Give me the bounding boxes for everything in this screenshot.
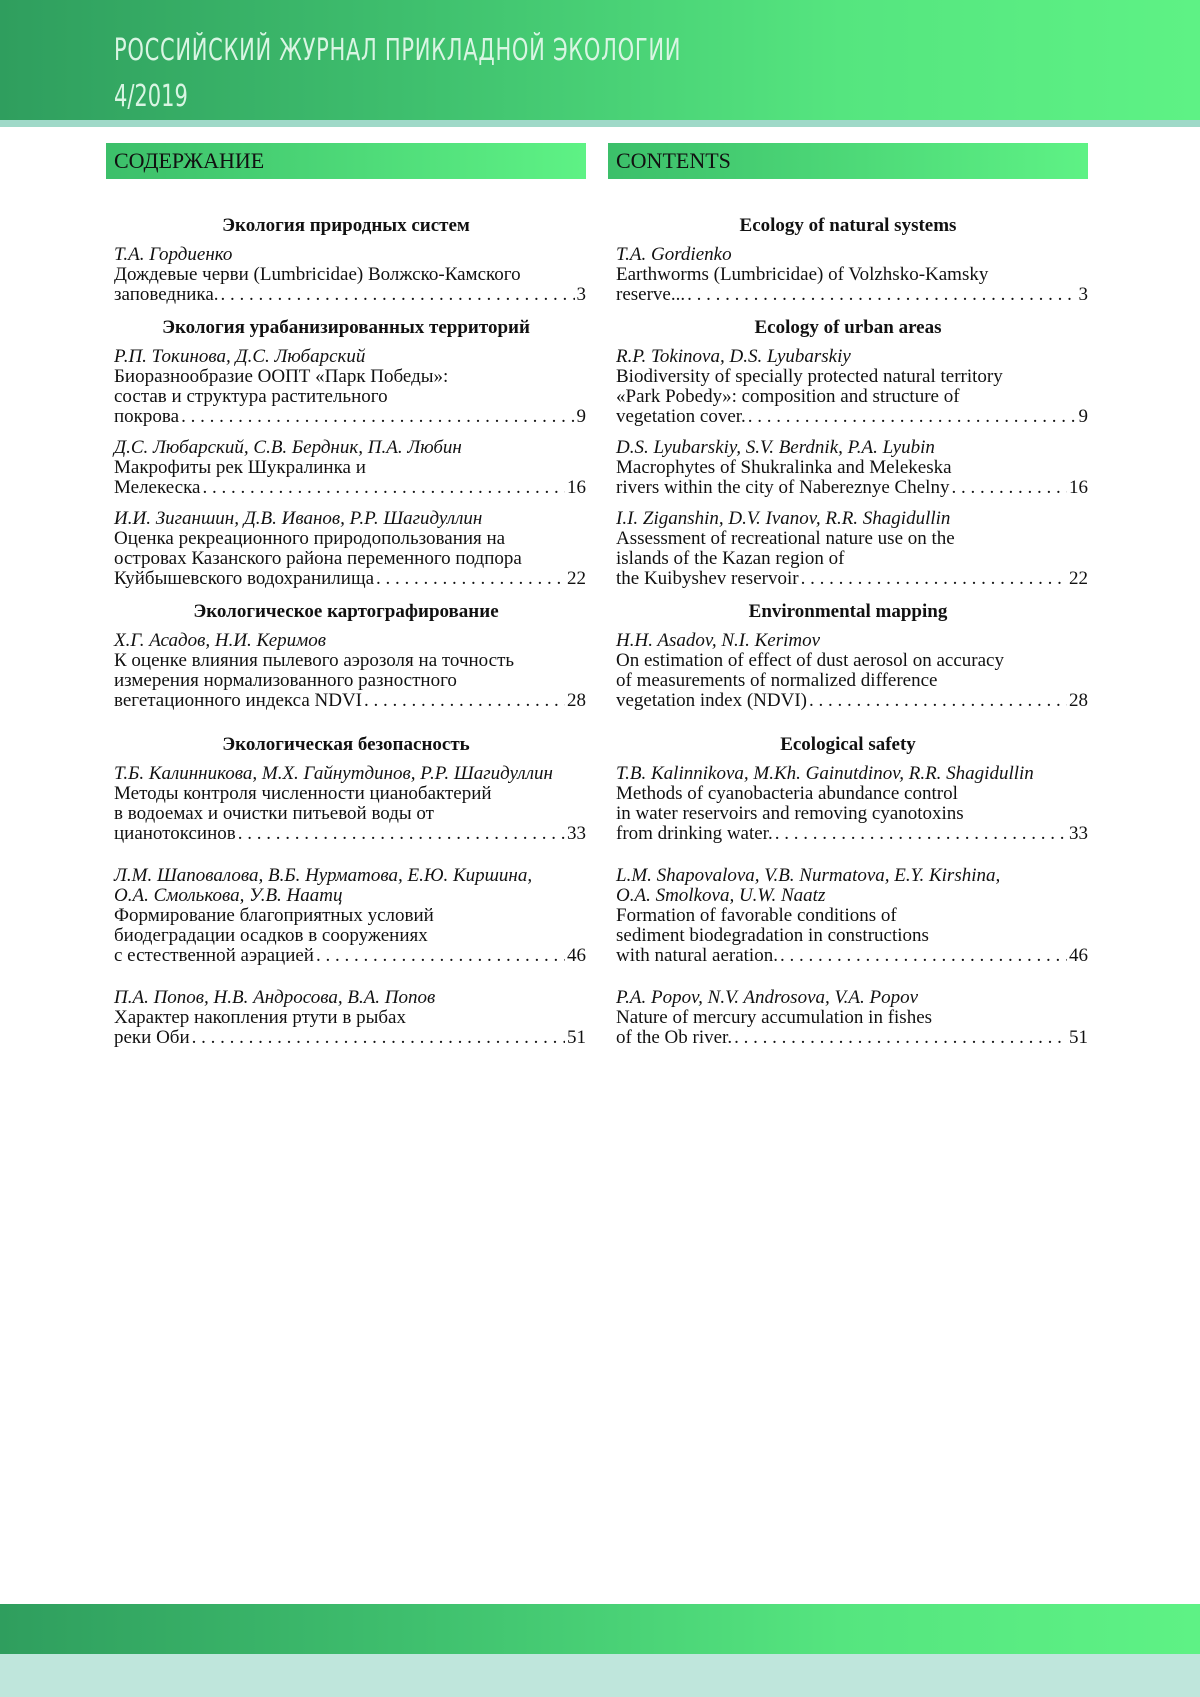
entry-authors: Т.А. Гордиенко [114, 245, 586, 265]
entry-title-line: Earthworms (Lumbricidae) of Volzhsko-Kamsky [616, 265, 1088, 285]
entry-title-line: Biodiversity of specially protected natural territory [616, 367, 1088, 387]
entry-title-line: покрова [114, 407, 179, 427]
entry-page: 9 [1079, 407, 1089, 427]
entry-authors: Л.М. Шаповалова, В.Б. Нурматова, Е.Ю. Киршина, [114, 866, 586, 886]
entry-title-line: Характер накопления ртути в рыбах [114, 1008, 586, 1028]
entry-title-line: islands of the Kazan region of [616, 549, 1088, 569]
entry-authors: R.P. Tokinova, D.S. Lyubarskiy [616, 347, 1088, 367]
entry-leader-line [616, 407, 1088, 427]
entry-title-line: Macrophytes of Shukralinka and Melekeska [616, 458, 1088, 478]
contents-column-en [608, 143, 1088, 1059]
footer-band [0, 1604, 1200, 1654]
dot-leader [221, 285, 575, 305]
toc-entry[interactable] [106, 347, 586, 427]
entry-title-line: цианотоксинов [114, 824, 236, 844]
entry-page: 9 [577, 407, 587, 427]
entry-page: 3 [1079, 285, 1089, 305]
entry-title-line: заповедника. [114, 285, 219, 305]
entry-title-line: биодеградации осадков в сооружениях [114, 926, 586, 946]
entry-title-line: rivers within the city of Nabereznye Chelny [616, 478, 949, 498]
dot-leader [951, 478, 1067, 498]
dot-leader [775, 824, 1067, 844]
entry-leader-line [616, 285, 1088, 305]
dot-leader [181, 407, 574, 427]
toc-entry[interactable] [106, 509, 586, 589]
entry-authors: D.S. Lyubarskiy, S.V. Berdnik, P.A. Lyubin [616, 438, 1088, 458]
entry-title-line: of measurements of normalized difference [616, 671, 1088, 691]
entry-page: 46 [567, 946, 586, 966]
dot-leader [734, 1028, 1067, 1048]
entry-authors: T.A. Gordienko [616, 245, 1088, 265]
entry-title-line: К оценке влияния пылевого аэрозоля на точность [114, 651, 586, 671]
toc-entry[interactable] [608, 631, 1088, 711]
entry-leader-line [114, 824, 586, 844]
entry-title-line: Дождевые черви (Lumbricidae) Волжско-Камского [114, 265, 586, 285]
entry-page: 28 [1069, 691, 1088, 711]
entry-authors: Р.П. Токинова, Д.С. Любарский [114, 347, 586, 367]
entry-authors: Х.Г. Асадов, Н.И. Керимов [114, 631, 586, 651]
entry-authors: П.А. Попов, Н.В. Андросова, В.А. Попов [114, 988, 586, 1008]
dot-leader [748, 407, 1077, 427]
toc-entry[interactable] [106, 764, 586, 844]
entry-leader-line [616, 824, 1088, 844]
entry-page: 22 [567, 569, 586, 589]
entry-page: 33 [567, 824, 586, 844]
dot-leader [801, 569, 1067, 589]
entry-title-line: Куйбышевского водохранилища [114, 569, 374, 589]
entry-page: 16 [1069, 478, 1088, 498]
entry-title-line: с естественной аэрацией [114, 946, 314, 966]
entry-page: 46 [1069, 946, 1088, 966]
entry-title-line: островах Казанского района переменного подпора [114, 549, 586, 569]
entry-authors: Т.Б. Калинникова, М.Х. Гайнутдинов, Р.Р. Шагидуллин [114, 764, 586, 784]
entry-title-line: реки Оби [114, 1028, 190, 1048]
entry-page: 22 [1069, 569, 1088, 589]
entry-authors: H.H. Asadov, N.I. Kerimov [616, 631, 1088, 651]
entry-title-line: Nature of mercury accumulation in fishes [616, 1008, 1088, 1028]
toc-entry[interactable] [106, 988, 586, 1048]
section-title: Экология урабанизированных территорий [106, 316, 586, 340]
dot-leader [376, 569, 565, 589]
entry-authors: I.I. Ziganshin, D.V. Ivanov, R.R. Shagidullin [616, 509, 1088, 529]
section-title: Экология природных систем [106, 214, 586, 238]
toc-entry[interactable] [608, 988, 1088, 1048]
entry-leader-line [616, 478, 1088, 498]
entry-page: 51 [1069, 1028, 1088, 1048]
entry-authors: P.A. Popov, N.V. Androsova, V.A. Popov [616, 988, 1088, 1008]
entry-authors: O.A. Smolkova, U.W. Naatz [616, 886, 1088, 906]
toc-entry[interactable] [608, 866, 1088, 966]
entry-title-line: Методы контроля численности цианобактерий [114, 784, 586, 804]
entry-title-line: On estimation of effect of dust aerosol on accuracy [616, 651, 1088, 671]
dot-leader [238, 824, 565, 844]
entry-title-line: Формирование благоприятных условий [114, 906, 586, 926]
entry-leader-line [114, 285, 586, 305]
entry-title-line: в водоемах и очистки питьевой воды от [114, 804, 586, 824]
dot-leader [192, 1028, 565, 1048]
section-title: Ecology of urban areas [608, 316, 1088, 340]
dot-leader [687, 285, 1076, 305]
section-title: Ecology of natural systems [608, 214, 1088, 238]
entry-title-line: Methods of cyanobacteria abundance control [616, 784, 1088, 804]
entry-leader-line [616, 691, 1088, 711]
entry-title-line: vegetation index (NDVI) [616, 691, 807, 711]
toc-entry[interactable] [106, 631, 586, 711]
dot-leader [809, 691, 1067, 711]
entry-page: 16 [567, 478, 586, 498]
entry-title-line: Оценка рекреационного природопользования на [114, 529, 586, 549]
entry-title-line: the Kuibyshev reservoir [616, 569, 799, 589]
entry-leader-line [114, 691, 586, 711]
entry-page: 33 [1069, 824, 1088, 844]
toc-entry[interactable] [106, 866, 586, 966]
entry-leader-line [616, 946, 1088, 966]
entry-authors: О.А. Смолькова, У.В. Наатц [114, 886, 586, 906]
toc-entry[interactable] [106, 438, 586, 498]
entry-title-line: Биоразнообразие ООПТ «Парк Победы»: [114, 367, 586, 387]
entry-title-line: Макрофиты рек Шукралинка и [114, 458, 586, 478]
entry-authors: L.M. Shapovalova, V.B. Nurmatova, E.Y. Kirshina, [616, 866, 1088, 886]
toc-entry[interactable] [608, 347, 1088, 427]
entry-title-line: Formation of favorable conditions of [616, 906, 1088, 926]
toc-entry[interactable] [608, 509, 1088, 589]
dot-leader [780, 946, 1067, 966]
section-title: Environmental mapping [608, 600, 1088, 624]
entry-authors: И.И. Зиганшин, Д.В. Иванов, Р.Р. Шагидуллин [114, 509, 586, 529]
toc-entry[interactable] [608, 245, 1088, 305]
entry-title-line: «Park Pobedy»: composition and structure of [616, 387, 1088, 407]
header-band [0, 0, 1200, 120]
entry-leader-line [114, 407, 586, 427]
dot-leader [202, 478, 565, 498]
toc-entry[interactable] [608, 764, 1088, 844]
toc-entry[interactable] [106, 245, 586, 305]
entry-leader-line [616, 1028, 1088, 1048]
entry-authors: T.B. Kalinnikova, M.Kh. Gainutdinov, R.R. Shagidullin [616, 764, 1088, 784]
entry-leader-line [114, 946, 586, 966]
journal-issue: 4/2019 [114, 80, 188, 113]
entry-title-line: in water reservoirs and removing cyanotoxins [616, 804, 1088, 824]
entry-page: 3 [577, 285, 587, 305]
column-heading-en: CONTENTS [608, 143, 1088, 179]
entry-leader-line [114, 1028, 586, 1048]
entry-title-line: вегетационного индекса NDVI [114, 691, 362, 711]
entry-title-line: Мелекеска [114, 478, 200, 498]
dot-leader [316, 946, 565, 966]
header-strip [0, 120, 1200, 127]
section-title: Экологическое картографирование [106, 600, 586, 624]
entry-leader-line [114, 569, 586, 589]
entry-title-line: with natural aeration. [616, 946, 778, 966]
entry-authors: Д.С. Любарский, С.В. Бердник, П.А. Любин [114, 438, 586, 458]
entry-title-line: vegetation cover. [616, 407, 746, 427]
entry-leader-line [114, 478, 586, 498]
entry-title-line: Assessment of recreational nature use on the [616, 529, 1088, 549]
section-title: Экологическая безопасность [106, 733, 586, 757]
section-title: Ecological safety [608, 733, 1088, 757]
entry-page: 51 [567, 1028, 586, 1048]
entry-title-line: состав и структура растительного [114, 387, 586, 407]
toc-entry[interactable] [608, 438, 1088, 498]
entry-title-line: of the Ob river. [616, 1028, 732, 1048]
footer-strip [0, 1654, 1200, 1697]
dot-leader [364, 691, 565, 711]
column-heading-ru: СОДЕРЖАНИЕ [106, 143, 586, 179]
entry-title-line: измерения нормализованного разностного [114, 671, 586, 691]
contents-column-ru [106, 143, 586, 1059]
entry-leader-line [616, 569, 1088, 589]
journal-title: РОССИЙСКИЙ ЖУРНАЛ ПРИКЛАДНОЙ ЭКОЛОГИИ [114, 34, 681, 67]
entry-title-line: reserve... [616, 285, 685, 305]
entry-title-line: from drinking water. [616, 824, 773, 844]
entry-page: 28 [567, 691, 586, 711]
entry-title-line: sediment biodegradation in constructions [616, 926, 1088, 946]
